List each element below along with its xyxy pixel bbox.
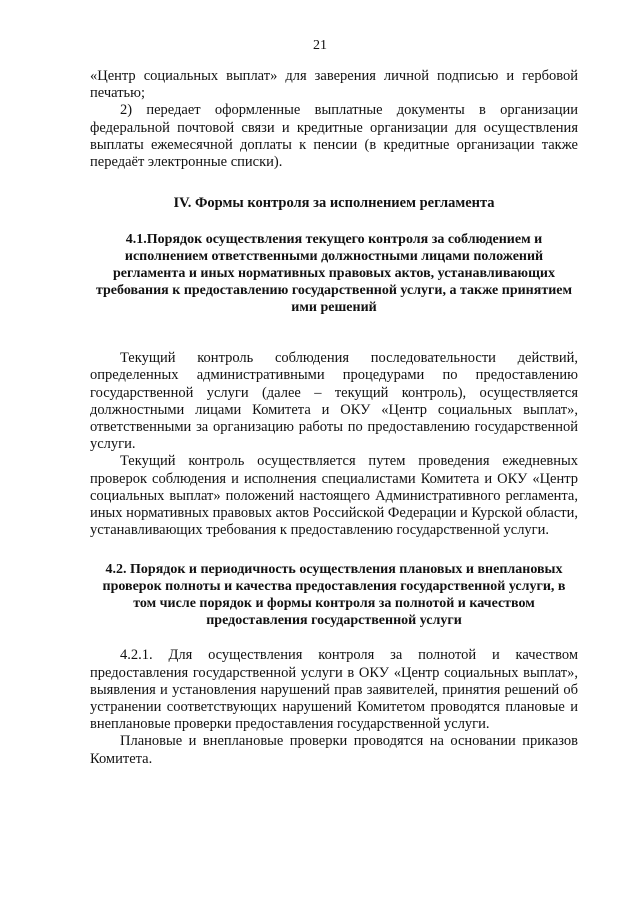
paragraph-4-2-1: 4.2.1. Для осуществления контроля за полнотой и качеством предоставления государственной услуги в ОКУ «Центр социальных выплат», выявления и установления нарушений прав заявителей, принятия решений об устранении соответствующих нарушений Комитетом проводятся плановые и внеплановые проверки предоставления государственной услуги. [90, 647, 578, 733]
subheading-4-1: 4.1.Порядок осуществления текущего контроля за соблюдением и исполнением ответственными должностными лицами положений регламента и иных нормативных правовых актов, устанавливающих требования к предоставлению государственной услуги, а также принятием ими решений [95, 232, 573, 316]
paragraph-daily-checks: Текущий контроль осуществляется путем проведения ежедневных проверок соблюдения и исполнения специалистами Комитета и ОКУ «Центр социальных выплат» положений настоящего Административного регламента, иных нормативных правовых актов Российской Федерации и Курской области, устанавливающих требования к предоставлению государственной услуги. [90, 453, 578, 539]
document-body [90, 68, 578, 768]
section-heading-iv: IV. Формы контроля за исполнением регламента [173, 195, 495, 212]
paragraph-inspections-basis: Плановые и внеплановые проверки проводятся на основании приказов Комитета. [90, 733, 578, 767]
page-number: 21 [313, 38, 327, 53]
paragraph-continued: «Центр социальных выплат» для заверения личной подписью и гербовой печатью; [90, 68, 578, 102]
paragraph-current-control: Текущий контроль соблюдения последовательности действий, определенных административными процедурами по предоставлению государственной услуги (далее – текущий контроль), осуществляется должностными лицами Комитета и ОКУ «Центр социальных выплат», ответственными за организацию работы по предоставлению государственной услуги. [90, 350, 578, 453]
subheading-4-2: 4.2. Порядок и периодичность осуществления плановых и внеплановых проверок полноты и качества предоставления государственной услуги, в том числе порядок и формы контроля за полнотой и качеством предоставления государственной услуги [102, 562, 566, 629]
paragraph-list-item-2: 2) передает оформленные выплатные документы в организации федеральной почтовой связи и кредитные организации для осуществления выплаты ежемесячной доплаты к пенсии (в кредитные организации также передаёт электронные списки). [90, 102, 578, 171]
